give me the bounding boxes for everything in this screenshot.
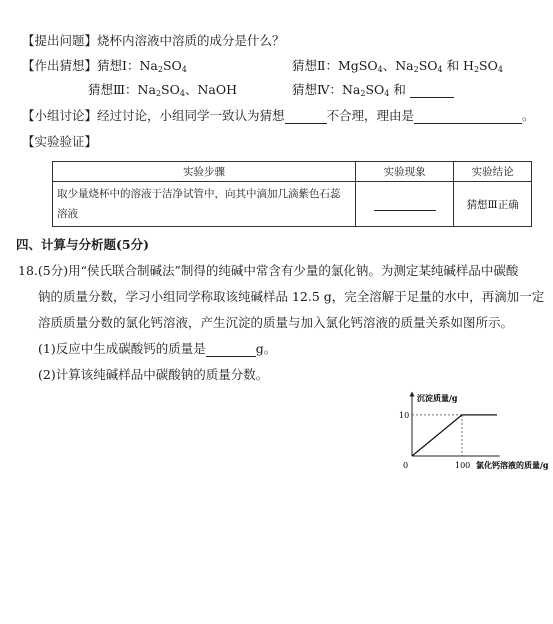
hypothesis-row-1: 【作出猜想】猜想Ⅰ：$Na_2SO_4$ (22, 58, 187, 74)
q18-sub-1: (1)反应中生成碳酸钙的质量是 g。 (38, 341, 277, 356)
x-axis-label: 氯化钙溶液的质量/g (476, 460, 549, 470)
x-tick-label: 100 (455, 461, 471, 470)
experiment-table (52, 161, 532, 227)
question-line: 【提出问题】烧杯内溶液中溶质的成分是什么？ (22, 33, 285, 48)
section-title: 四、计算与分析题(5分) (16, 237, 150, 252)
hypothesis-3: 猜想Ⅲ：$Na_2SO_4$、NaOH (88, 82, 237, 98)
y-axis-label: 沉淀质量/g (417, 393, 458, 403)
hypothesis-4: 猜想Ⅳ：$Na_2SO_4$ 和 (292, 82, 454, 98)
q18-line-1: 18.(5分)用“侯氏联合制碱法”制得的纯碱中常含有少量的氯化钠。为测定某纯碱样品中碳酸 (18, 263, 519, 278)
header-phenomenon: 实验现象 (355, 162, 453, 182)
q18-line-3: 溶质质量分数的氯化钙溶液，产生沉淀的质量与加入氯化钙溶液的质量关系如图所示。 (38, 315, 514, 330)
discussion-blank-2[interactable] (414, 111, 522, 124)
header-conclusion: 实验结论 (454, 162, 532, 182)
origin-label: 0 (403, 461, 409, 470)
q18-line-2: 钠的质量分数，学习小组同学称取该纯碱样品 12.5 g，完全溶解于足量的水中，再滴加一定 (38, 289, 545, 304)
header-steps: 实验步骤 (53, 162, 356, 182)
step-cell: 取少量烧杯中的溶液于洁净试管中，向其中滴加几滴紫色石蕊 溶液 (53, 182, 356, 227)
conclusion-cell: 猜想Ⅲ正确 (454, 182, 532, 227)
sub1-answer-blank[interactable] (206, 344, 256, 357)
phenomenon-cell (355, 182, 453, 227)
phenomenon-blank[interactable] (374, 198, 436, 211)
discussion-blank-1[interactable] (285, 111, 327, 124)
hypothesis-2: 猜想Ⅱ：MgSO$_4$、$Na_2SO_4$ 和 $H_2SO_4$ (292, 58, 503, 74)
hypothesis-1: 猜想Ⅰ：$Na_2SO_4$ (97, 58, 187, 74)
series-line (412, 415, 497, 456)
table-header-row (53, 162, 532, 182)
table-row (53, 182, 532, 227)
verify-label: 【实验验证】 (22, 134, 98, 149)
precipitate-chart (390, 388, 549, 488)
hypothesis-4-blank[interactable] (410, 85, 454, 98)
discussion-line: 【小组讨论】经过讨论，小组同学一致认为猜想 不合理，理由是 。 (22, 108, 535, 123)
y-tick-label: 10 (399, 410, 410, 420)
q18-sub-2: (2)计算该纯碱样品中碳酸钠的质量分数。 (38, 367, 269, 382)
